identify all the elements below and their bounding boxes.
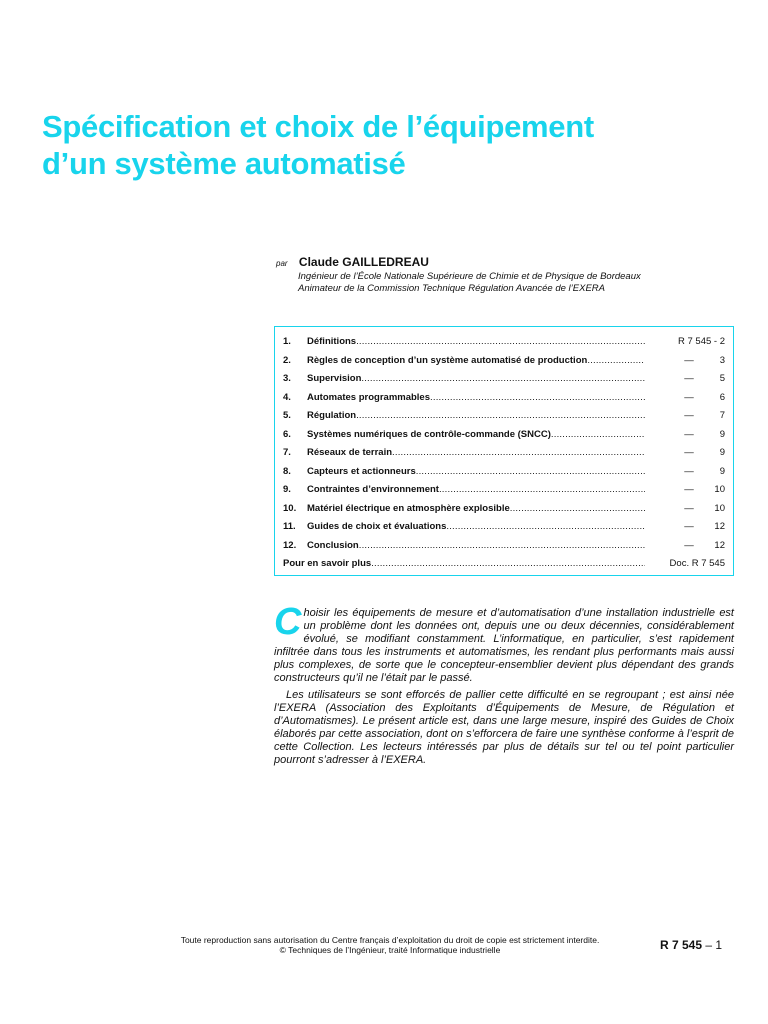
toc-number: 10.: [283, 502, 297, 514]
toc-dash: —: [684, 484, 694, 495]
toc-dash: —: [684, 391, 694, 403]
toc-page: [645, 555, 725, 574]
toc-row: [283, 444, 725, 463]
toc-number: 1.: [283, 336, 291, 347]
copyright-line-2: © Techniques de l’Ingénieur, traité Informatique industrielle: [279, 945, 501, 955]
toc-page: [645, 444, 725, 463]
toc-label: Régulation .....: [307, 407, 645, 426]
toc-dash: —: [684, 502, 694, 514]
toc-page-number: 9: [719, 465, 725, 477]
toc-page-number: 9: [719, 428, 725, 440]
toc-number: 12.: [283, 539, 297, 551]
toc-label: Définitions .....: [307, 333, 645, 352]
toc-page-number: Doc. R 7 545: [669, 558, 725, 569]
toc-number: 3.: [283, 373, 291, 384]
toc-dash: —: [684, 410, 694, 421]
toc-dash: —: [684, 354, 694, 366]
page-reference: [660, 938, 722, 952]
toc-dash: —: [684, 539, 694, 551]
toc-dash: —: [684, 428, 694, 440]
toc-label: Guides de choix et évaluations .....: [307, 518, 645, 537]
toc-number: 7.: [283, 447, 291, 458]
toc-page: [645, 352, 725, 371]
toc-page: [645, 481, 725, 500]
toc-number: 11.: [283, 521, 296, 532]
title-line-1: Spécification et choix de l’équipement: [42, 109, 594, 144]
intro-paragraph-1: [274, 601, 734, 685]
toc-page-number: 12: [714, 521, 725, 532]
toc-page: [645, 370, 725, 389]
intro-text: [274, 601, 734, 771]
toc-row: [283, 426, 725, 445]
toc-row: [283, 481, 725, 500]
author-name: Claude GAILLEDREAU: [298, 255, 429, 269]
author-affiliation-1: Ingénieur de l’École Nationale Supérieure de Chimie et de Physique de Bordeaux: [298, 271, 641, 282]
toc-row: [283, 370, 725, 389]
toc-page-number: 10: [714, 502, 725, 514]
toc-page-number: 5: [719, 373, 725, 384]
toc-dash: —: [684, 373, 694, 384]
toc-number: 6.: [283, 428, 291, 440]
toc-label: Contraintes d’environnement .....: [307, 481, 645, 500]
toc-dash: —: [684, 465, 694, 477]
toc-row: [283, 555, 725, 574]
toc-page: [645, 389, 725, 408]
copyright-line-1: Toute reproduction sans autorisation du Centre français d’exploitation du droit de copie est strictement interdite.: [180, 935, 600, 945]
toc-page-number: R 7 545 - 2: [678, 336, 725, 347]
toc-label: Réseaux de terrain .....: [307, 444, 645, 463]
document-ref: R 7 545: [660, 938, 703, 952]
toc-row: [283, 352, 725, 371]
toc-label: Capteurs et actionneurs .....: [307, 463, 645, 482]
toc-page-number: 6: [719, 391, 725, 403]
toc-page-number: 3: [719, 354, 725, 366]
toc-page: [645, 426, 725, 445]
toc-row: [283, 389, 725, 408]
drop-cap: C: [274, 601, 302, 643]
author-block: [276, 255, 736, 295]
page-number: – 1: [702, 938, 723, 952]
toc-page: [645, 500, 725, 519]
toc-number: 2.: [283, 354, 291, 366]
toc-page: [645, 333, 725, 352]
toc-label: Systèmes numériques de contrôle-commande (SNCC) .....: [307, 426, 645, 445]
toc-dash: —: [684, 521, 694, 532]
toc-label: Conclusion .....: [307, 537, 645, 556]
toc-number: 9.: [283, 484, 291, 495]
toc-page-number: 9: [719, 447, 725, 458]
toc-row: [283, 537, 725, 556]
toc-label: Automates programmables .....: [307, 389, 645, 408]
toc-page: [645, 537, 725, 556]
toc-page-number: 7: [719, 410, 725, 421]
table-of-contents: [274, 326, 734, 576]
toc-page: [645, 463, 725, 482]
toc-page: [645, 407, 725, 426]
toc-row: [283, 463, 725, 482]
toc-row: [283, 407, 725, 426]
toc-page-number: 10: [714, 484, 725, 495]
title-line-2: d’un système automatisé: [42, 146, 406, 181]
author-affiliation-2: Animateur de la Commission Technique Régulation Avancée de l’EXERA: [298, 283, 605, 294]
toc-row: [283, 500, 725, 519]
toc-page: [645, 518, 725, 537]
intro-paragraph-1-text: hoisir les équipements de mesure et d’automatisation d’une installation industrielle est un problème dont les données ont, depuis une ou deux décennies, considérablement évolué, se modifiant constamment. L’informatique, en particulier, s’est rapidement infiltrée dans tous les instruments et automatismes, les rendant plus performants mais aussi plus complexes, de sorte que le concepteur-ensemblier devient plus dépendant des grands constructeurs qu’il ne l’était par le passé.: [274, 607, 734, 684]
author-par: par: [276, 259, 288, 268]
toc-row: [283, 518, 725, 537]
intro-paragraph-2: Les utilisateurs se sont efforcés de pallier cette difficulté en se regroupant ; est ainsi née l’EXERA (Association des Exploitants d’Équipements de Mesure, de Régulation et d’Automatismes). Le présent article est, dans une large mesure, inspiré des Guides de Choix élaborés par cette association, dont on s’efforcera de faire une synthèse conforme à l’esprit de cette Collection. Les lecteurs intéressés par plus de détails sur tel ou tel point particulier pourront s’adresser à l’EXERA.: [274, 689, 734, 766]
toc-label: Règles de conception d’un système automatisé de production .....: [307, 352, 645, 371]
toc-label: Matériel électrique en atmosphère explosible .....: [307, 500, 645, 519]
toc-number: 8.: [283, 465, 291, 477]
author-line: [276, 255, 736, 271]
toc-label: Pour en savoir plus .....: [283, 555, 645, 574]
toc-number: 5.: [283, 410, 291, 421]
toc-number: 4.: [283, 391, 291, 403]
toc-dash: —: [684, 447, 694, 458]
page-title: [42, 108, 742, 182]
toc-label: Supervision .....: [307, 370, 645, 389]
toc-page-number: 12: [714, 539, 725, 551]
toc-row: [283, 333, 725, 352]
copyright-notice: [140, 935, 640, 955]
